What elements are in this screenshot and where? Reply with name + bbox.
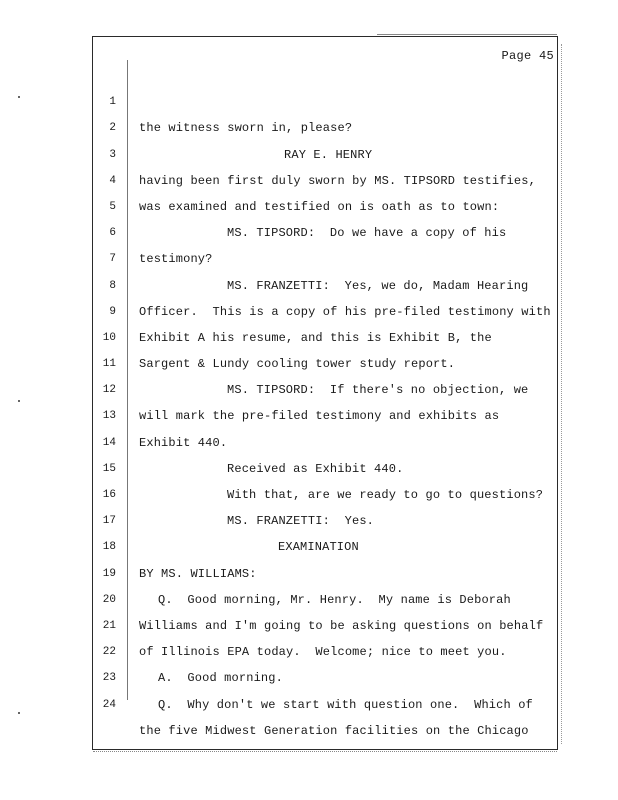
transcript-lines bbox=[0, 63, 618, 738]
line-number: 21 bbox=[102, 619, 116, 632]
line-number: 10 bbox=[102, 331, 116, 344]
transcript-line bbox=[0, 63, 618, 136]
line-number: 14 bbox=[102, 436, 116, 449]
line-number: 15 bbox=[102, 462, 116, 475]
line-number: 12 bbox=[102, 384, 116, 397]
line-number: 7 bbox=[109, 253, 116, 266]
witness-heading: RAY E. HENRY bbox=[284, 147, 373, 162]
line-number: 1 bbox=[109, 96, 116, 109]
line-text: Officer. This is a copy of his pre-filed testimony with bbox=[139, 304, 551, 319]
line-text: Received as Exhibit 440. bbox=[227, 461, 404, 476]
line-text: Exhibit A his resume, and this is Exhibit B, the bbox=[139, 330, 492, 345]
line-number: 23 bbox=[102, 672, 116, 685]
line-text: Williams and I'm going to be asking questions on behalf bbox=[139, 618, 544, 633]
line-text: MS. TIPSORD: If there's no objection, we bbox=[227, 383, 529, 398]
line-text: MS. FRANZETTI: Yes, we do, Madam Hearing bbox=[227, 278, 529, 293]
line-number: 18 bbox=[102, 541, 116, 554]
line-number: 9 bbox=[109, 305, 116, 318]
line-number: 11 bbox=[102, 358, 116, 371]
line-number: 3 bbox=[109, 148, 116, 161]
line-text: will mark the pre-filed testimony and exhibits as bbox=[139, 409, 500, 424]
line-text: Q. Why don't we start with question one. Which of bbox=[158, 697, 533, 712]
line-text: the witness sworn in, please? bbox=[139, 121, 353, 136]
line-number: 2 bbox=[109, 122, 116, 135]
line-text: Q. Good morning, Mr. Henry. My name is Deborah bbox=[158, 592, 511, 607]
line-text: With that, are we ready to go to questions? bbox=[227, 488, 544, 503]
line-text: BY MS. WILLIAMS: bbox=[139, 566, 257, 581]
line-text: Exhibit 440. bbox=[139, 435, 228, 450]
line-number: 5 bbox=[109, 200, 116, 213]
line-number: 6 bbox=[109, 227, 116, 240]
line-text: the five Midwest Generation facilities on the Chicago bbox=[139, 723, 529, 738]
page-number: Page 45 bbox=[501, 49, 554, 63]
line-number: 16 bbox=[102, 489, 116, 502]
line-number: 19 bbox=[102, 567, 116, 580]
line-text: testimony? bbox=[139, 252, 213, 267]
line-text: having been first duly sworn by MS. TIPSORD testifies, bbox=[139, 173, 536, 188]
line-text: of Illinois EPA today. Welcome; nice to meet you. bbox=[139, 645, 507, 660]
line-text: MS. FRANZETTI: Yes. bbox=[227, 514, 375, 529]
line-number: 4 bbox=[109, 174, 116, 187]
examination-heading: EXAMINATION bbox=[278, 540, 359, 555]
line-number: 20 bbox=[102, 593, 116, 606]
line-text: was examined and testified on is oath as to town: bbox=[139, 199, 500, 214]
line-number: 13 bbox=[102, 410, 116, 423]
line-text: MS. TIPSORD: Do we have a copy of his bbox=[227, 226, 507, 241]
line-number: 22 bbox=[102, 646, 116, 659]
line-number: 8 bbox=[109, 279, 116, 292]
line-text: Sargent & Lundy cooling tower study report. bbox=[139, 357, 456, 372]
line-text: A. Good morning. bbox=[158, 671, 283, 686]
line-number: 24 bbox=[102, 698, 116, 711]
line-number: 17 bbox=[102, 515, 116, 528]
